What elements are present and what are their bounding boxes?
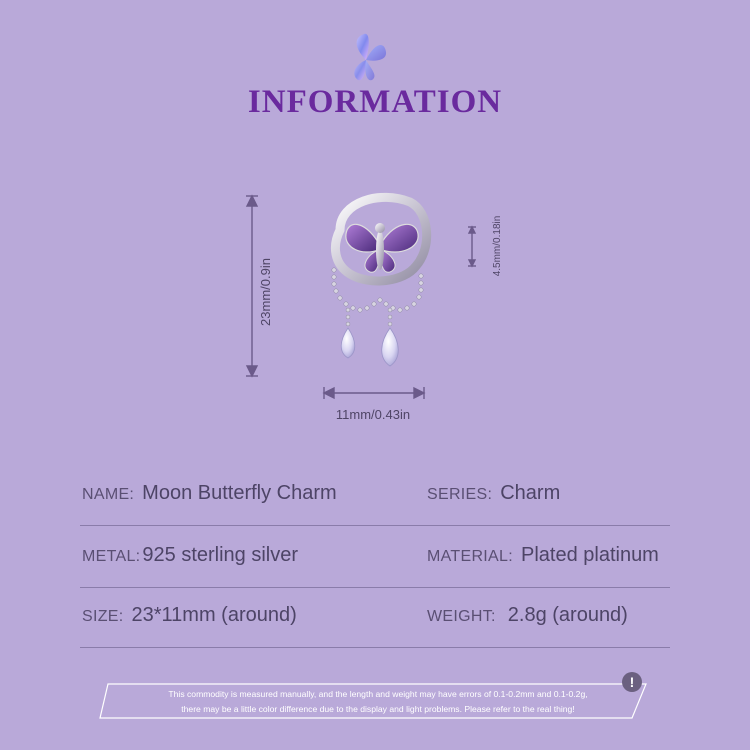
warning-icon: ! [622,672,642,692]
spec-name-value: Moon Butterfly Charm [142,482,337,504]
page-title: INFORMATION [247,84,503,120]
spec-weight-label: WEIGHT: [427,608,496,625]
depth-dimension-label: 4.5mm/0.18in [492,215,503,277]
spec-size-label: SIZE: [82,608,124,625]
spec-material-value: Plated platinum [520,544,659,566]
disclaimer-notice [100,682,650,722]
spec-material-label: MATERIAL: [427,548,513,565]
width-dimension-label: 11mm/0.43in [335,407,411,422]
spec-series-value: Charm [500,482,561,504]
spec-weight-value: 2.8g (around) [507,604,628,626]
notice-text [118,687,638,717]
spec-metal-label: METAL: [82,548,141,565]
spec-series-label: SERIES: [427,486,493,503]
spec-size-value: 23*11mm (around) [131,604,297,626]
notice-line-2: there may be a little color difference due to the display and light problems. Please refer to the real thing! [181,704,575,714]
notice-line-1: This commodity is measured manually, and the length and weight may have errors of 0.1-0.2mm and 0.1-0.2g, [168,689,588,699]
spec-metal-value: 925 sterling silver [142,544,299,566]
spec-name-label: NAME: [82,486,135,503]
height-dimension-label: 23mm/0.9in [258,258,273,326]
